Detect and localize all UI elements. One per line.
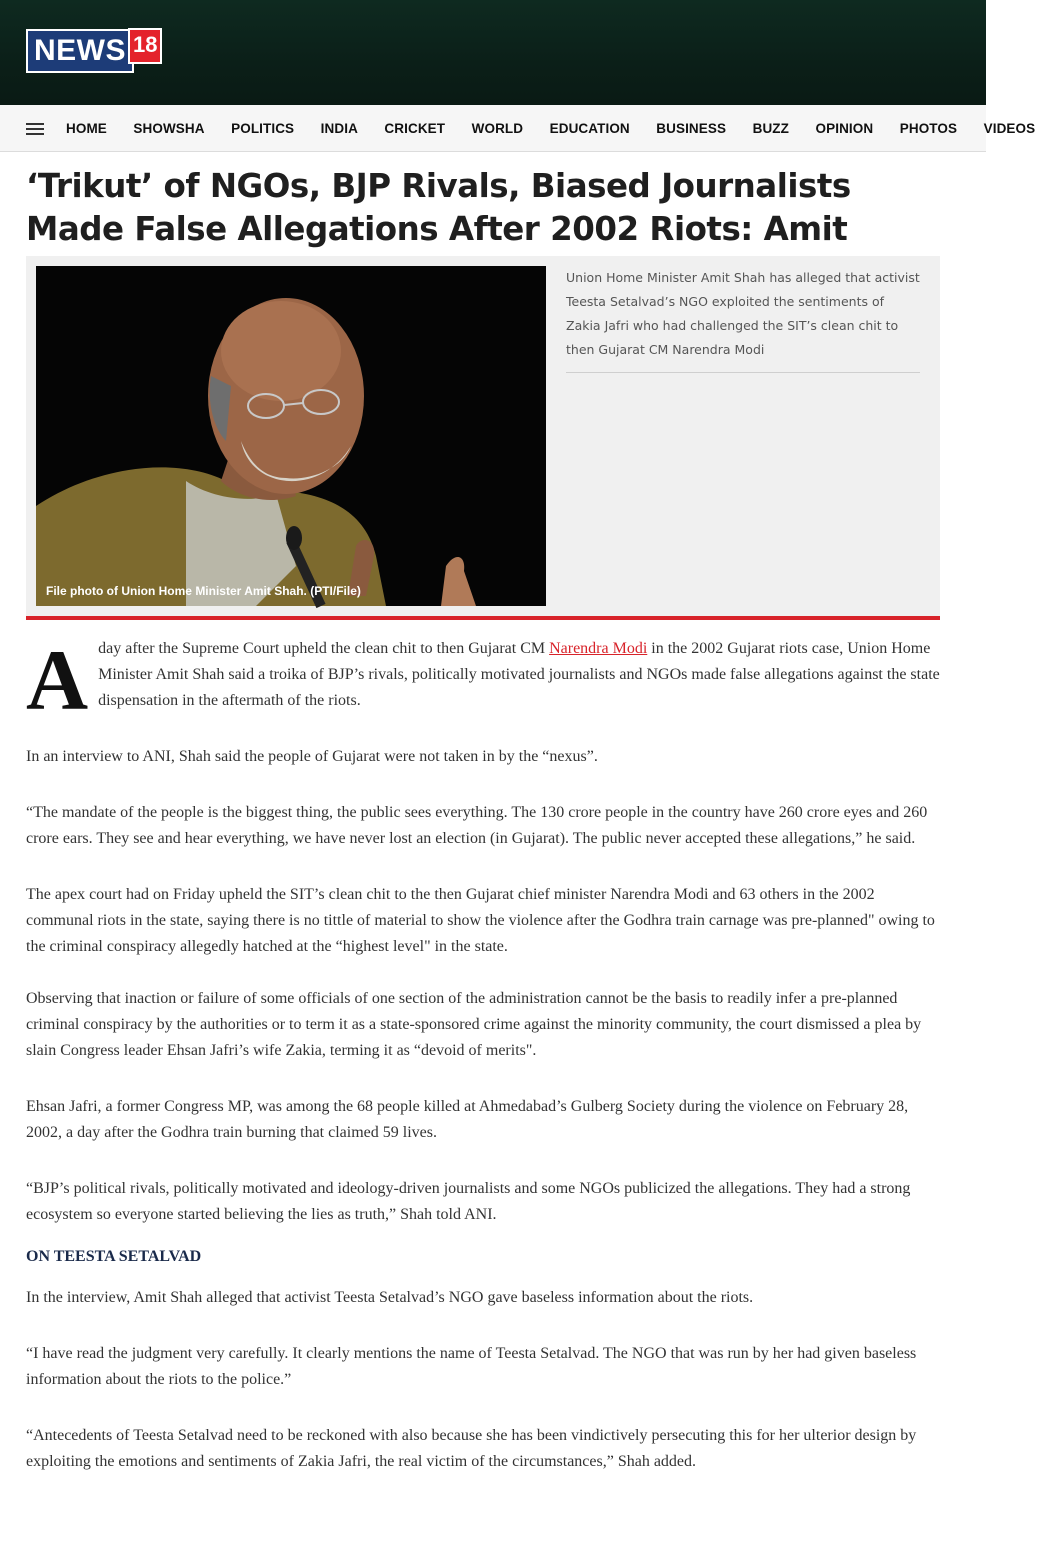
article-body: [26, 632, 940, 1475]
article-photo[interactable]: [36, 266, 546, 606]
nav-item-showsha[interactable]: SHOWSHA: [133, 120, 205, 136]
article-headline: ‘Trikut’ of NGOs, BJP Rivals, Biased Journalists Made False Allegations After 2002 Riots: Amit: [26, 167, 851, 248]
section-subhead: ON TEESTA SETALVAD: [26, 1248, 202, 1265]
nav-item-business[interactable]: BUSINESS: [656, 120, 727, 136]
dropcap: A: [26, 632, 89, 728]
paragraph-3: “The mandate of the people is the biggest thing, the public sees everything. The 130 crore people in the country have 260 crore eyes and 260 crore ears. They see and hear everything, we have never lost an election (in Gujarat). The public never accepted these allegations,” he said.: [26, 804, 928, 847]
nav-item-opinion[interactable]: OPINION: [815, 120, 874, 136]
narendra-modi-link[interactable]: Narendra Modi: [549, 640, 648, 657]
paragraph-10: “Antecedents of Teesta Setalvad need to be reckoned with also because she has been vindictively persecuting this for her ulterior design by exploiting the emotions and sentiments of Zakia Jafri, the real victim of the circumstances,” Shah added.: [26, 1427, 917, 1470]
nav-item-videos[interactable]: VIDEOS: [983, 120, 1036, 136]
nav-links: [66, 105, 1062, 151]
paragraph-7: “BJP’s political rivals, politically motivated and ideology-driven journalists and some NGOs publicized the allegations. They had a strong ecosystem so everyone started believing the lies as truth,” Shah told ANI.: [26, 1180, 911, 1223]
photo-caption: File photo of Union Home Minister Amit Shah. (PTI/File): [46, 584, 361, 598]
summary-divider: [566, 372, 920, 373]
paragraph-1: [26, 632, 940, 728]
paragraph-2: In an interview to ANI, Shah said the people of Gujarat were not taken in by the “nexus”.: [26, 748, 598, 765]
nav-item-india[interactable]: INDIA: [320, 120, 358, 136]
hamburger-menu-icon[interactable]: [26, 123, 44, 135]
paragraph-4: The apex court had on Friday upheld the SIT’s clean chit to the then Gujarat chief minister Narendra Modi and 63 others in the 2002 communal riots in the state, saying there is no tittle of material to show the violence after the Godhra train carnage was pre-planned" owing to the criminal conspiracy allegedly hatched at the “highest level" in the state.: [26, 886, 935, 955]
news18-logo[interactable]: [26, 29, 162, 74]
logo-number: 18: [128, 28, 162, 64]
accent-divider: [26, 616, 940, 620]
paragraph-9: “I have read the judgment very carefully. It clearly mentions the name of Teesta Setalvad. The NGO that was run by her had given baseless information about the riots to the police.”: [26, 1345, 917, 1388]
nav-item-home[interactable]: HOME: [66, 120, 107, 136]
site-header: [0, 0, 986, 105]
nav-item-politics[interactable]: POLITICS: [231, 120, 295, 136]
paragraph-1-text-b: in the 2002 Gujarat riots case, Union Home Minister Amit Shah said a troika of BJP’s rivals, politically motivated journalists and NGOs made false allegations against the state dispensation in the aftermath of the riots.: [98, 640, 940, 709]
photo-illustration: [36, 266, 546, 606]
nav-item-world[interactable]: WORLD: [471, 120, 524, 136]
nav-item-buzz[interactable]: BUZZ: [752, 120, 790, 136]
paragraph-6: Ehsan Jafri, a former Congress MP, was among the 68 people killed at Ahmedabad’s Gulberg Society during the violence on February 28, 2002, a day after the Godhra train burning that claimed 59 lives.: [26, 1098, 909, 1141]
nav-item-photos[interactable]: PHOTOS: [899, 120, 958, 136]
paragraph-1-text-a: day after the Supreme Court upheld the clean chit to then Gujarat CM: [98, 640, 550, 657]
paragraph-8: In the interview, Amit Shah alleged that activist Teesta Setalvad’s NGO gave baseless information about the riots.: [26, 1289, 754, 1306]
paragraph-5: Observing that inaction or failure of some officials of one section of the administration cannot be the basis to readily infer a pre-planned criminal conspiracy by the authorities or to term it as a state-sponsored crime against the minority community, the court dismissed a plea by slain Congress leader Ehsan Jafri’s wife Zakia, terming it as “devoid of merits".: [26, 990, 922, 1059]
main-nav: [0, 105, 1036, 152]
nav-item-education[interactable]: EDUCATION: [549, 120, 630, 136]
logo-text: NEWS: [26, 29, 134, 73]
article-summary: Union Home Minister Amit Shah has alleged that activist Teesta Setalvad’s NGO exploited the sentiments of Zakia Jafri who had challenged the SIT’s clean chit to then Gujarat CM Narendra Modi: [566, 270, 920, 357]
nav-item-cricket[interactable]: CRICKET: [384, 120, 446, 136]
